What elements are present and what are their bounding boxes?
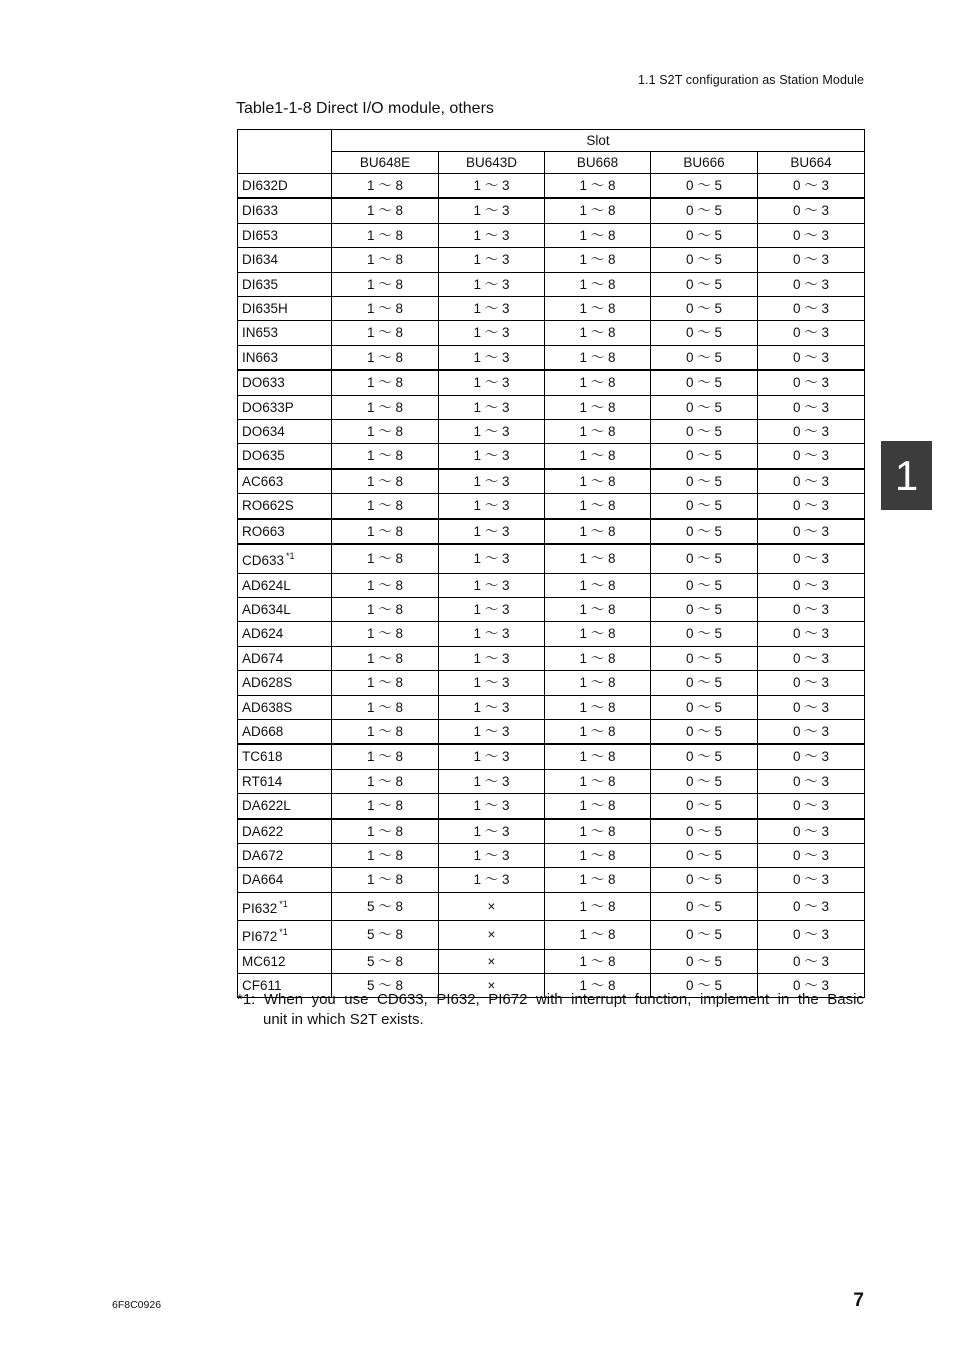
slot-range-cell: 0 ～ 3 [758, 597, 865, 621]
slot-range-cell: 1 ～ 3 [439, 345, 545, 370]
table-row [238, 469, 865, 494]
slot-range-cell: 0 ～ 5 [651, 469, 758, 494]
module-name-cell [238, 597, 332, 621]
footnote-word: you [311, 991, 336, 1008]
slot-range-cell: 0 ～ 5 [651, 370, 758, 395]
module-name: IN653 [242, 325, 279, 341]
slot-range-cell: 1 ～ 8 [545, 519, 651, 544]
slot-range-cell: 0 ～ 5 [651, 597, 758, 621]
table-row [238, 671, 865, 695]
slot-range-cell: 1 ～ 8 [332, 345, 439, 370]
slot-range-cell: 1 ～ 3 [439, 321, 545, 345]
slot-range-cell: 1 ～ 8 [545, 494, 651, 519]
slot-range-cell: 1 ～ 8 [332, 544, 439, 573]
slot-range-cell: 0 ～ 3 [758, 974, 865, 998]
slot-range-cell: 1 ～ 3 [439, 248, 545, 272]
slot-range-cell: 0 ～ 5 [651, 198, 758, 223]
table-row [238, 719, 865, 744]
slot-range-cell: 0 ～ 5 [651, 695, 758, 719]
slot-range-cell: 1 ～ 3 [439, 494, 545, 519]
table-row [238, 420, 865, 444]
table-row [238, 297, 865, 321]
slot-range-cell: 1 ～ 8 [332, 444, 439, 469]
slot-range-cell: 0 ～ 3 [758, 272, 865, 296]
table-row [238, 345, 865, 370]
module-name: DI634 [242, 252, 279, 268]
slot-range-cell: 1 ～ 3 [439, 744, 545, 769]
footnote-word: the [797, 991, 819, 1008]
slot-range-cell: 1 ～ 8 [332, 843, 439, 867]
module-name: DI632D [242, 178, 288, 193]
slot-range-cell: 1 ～ 8 [332, 198, 439, 223]
slot-range-cell: 1 ～ 8 [545, 769, 651, 793]
module-name: CD633 [242, 553, 285, 569]
slot-range-cell: 0 ～ 3 [758, 671, 865, 695]
slot-range-cell: 5 ～ 8 [332, 892, 439, 920]
slot-range-cell: 0 ～ 5 [651, 395, 758, 419]
slot-range-cell: 1 ～ 3 [439, 671, 545, 695]
slot-range-cell: 1 ～ 8 [545, 321, 651, 345]
slot-range-cell: 1 ～ 8 [332, 769, 439, 793]
slot-range-cell: 0 ～ 5 [651, 223, 758, 247]
slot-range-cell: 0 ～ 5 [651, 794, 758, 819]
slot-range-cell: 0 ～ 5 [651, 744, 758, 769]
slot-range-cell: 1 ～ 8 [332, 272, 439, 296]
slot-range-cell: 1 ～ 8 [332, 671, 439, 695]
slot-range-cell: 1 ～ 8 [332, 695, 439, 719]
module-name: DO633P [242, 399, 294, 415]
module-name: MC612 [242, 953, 286, 969]
table-row [238, 868, 865, 892]
slot-range-cell: 0 ～ 3 [758, 223, 865, 247]
slot-range-cell: 1 ～ 8 [332, 174, 439, 199]
slot-range-cell: 0 ～ 3 [758, 769, 865, 793]
slot-range-cell: 1 ～ 8 [545, 248, 651, 272]
page-number: 7 [853, 1290, 864, 1311]
table-row [238, 395, 865, 419]
slot-range-cell: 1 ～ 8 [332, 223, 439, 247]
slot-range-cell: 1 ～ 3 [439, 444, 545, 469]
slot-range-cell: 1 ～ 3 [439, 622, 545, 646]
module-name-cell [238, 519, 332, 544]
slot-range-cell: 1 ～ 8 [332, 646, 439, 670]
slot-range-cell: 1 ～ 8 [332, 819, 439, 844]
table-row [238, 892, 865, 920]
slot-range-cell: 0 ～ 3 [758, 892, 865, 920]
module-name-cell [238, 297, 332, 321]
table-row [238, 949, 865, 973]
slot-range-cell: 0 ～ 5 [651, 671, 758, 695]
module-name-cell [238, 646, 332, 670]
footnote-word: with [535, 991, 563, 1008]
slot-range-cell: 1 ～ 8 [545, 444, 651, 469]
module-name-cell [238, 248, 332, 272]
slot-range-cell: 1 ～ 3 [439, 174, 545, 199]
slot-range-cell: 0 ～ 3 [758, 420, 865, 444]
slot-range-cell: 0 ～ 3 [758, 695, 865, 719]
slot-range-cell: 1 ～ 8 [332, 297, 439, 321]
module-name: PI632 [242, 900, 278, 916]
slot-range-cell: 1 ～ 8 [332, 868, 439, 892]
table-row [238, 370, 865, 395]
table-title: Table1-1-8 Direct I/O module, others [236, 100, 494, 117]
slot-range-cell: 0 ～ 5 [651, 769, 758, 793]
column-header: BU668 [545, 152, 651, 174]
module-name-cell [238, 868, 332, 892]
slot-range-cell: 1 ～ 8 [545, 719, 651, 744]
slot-range-cell: 1 ～ 3 [439, 819, 545, 844]
slot-range-cell: 1 ～ 8 [545, 843, 651, 867]
table-row [238, 646, 865, 670]
module-name: DI635 [242, 276, 279, 292]
slot-range-cell: 0 ～ 3 [758, 345, 865, 370]
table-row [238, 819, 865, 844]
slot-range-cell: 1 ～ 8 [332, 597, 439, 621]
slot-range-cell: 1 ～ 8 [332, 494, 439, 519]
slot-range-cell: 1 ～ 8 [332, 321, 439, 345]
slot-range-cell: 1 ～ 8 [545, 345, 651, 370]
column-header: BU643D [439, 152, 545, 174]
module-name-cell [238, 198, 332, 223]
table-row [238, 272, 865, 296]
footnote-word: PI632, [436, 991, 480, 1008]
table-row [238, 321, 865, 345]
module-name-cell [238, 892, 332, 920]
slot-range-cell: 1 ～ 3 [439, 469, 545, 494]
slot-range-cell: 1 ～ 3 [439, 868, 545, 892]
slot-range-cell: 0 ～ 5 [651, 974, 758, 998]
slot-range-cell: 0 ～ 3 [758, 174, 865, 199]
table-row [238, 794, 865, 819]
slot-range-cell: 0 ～ 5 [651, 544, 758, 573]
slot-range-cell: 1 ～ 8 [332, 794, 439, 819]
module-name-cell [238, 321, 332, 345]
slot-range-cell: 1 ～ 3 [439, 223, 545, 247]
slot-range-cell: 1 ～ 8 [332, 370, 439, 395]
slot-range-cell: 0 ～ 5 [651, 321, 758, 345]
slot-range-cell: 1 ～ 3 [439, 719, 545, 744]
module-name-cell [238, 769, 332, 793]
slot-range-cell: 0 ～ 3 [758, 843, 865, 867]
footnote-word: PI672 [488, 991, 528, 1008]
slot-range-cell: 1 ～ 8 [545, 174, 651, 199]
module-header-cell [238, 130, 332, 174]
table-group-header-row [238, 130, 865, 152]
slot-range-cell: 0 ～ 5 [651, 949, 758, 973]
slot-range-cell: 1 ～ 3 [439, 544, 545, 573]
footnote-line-1 [237, 990, 864, 1010]
slot-range-cell: 1 ～ 8 [332, 573, 439, 597]
slot-range-cell: 1 ～ 8 [545, 297, 651, 321]
slot-range-cell: 5 ～ 8 [332, 974, 439, 998]
module-name: AC663 [242, 473, 284, 489]
module-name: DO634 [242, 424, 285, 440]
slot-range-cell: 0 ～ 5 [651, 892, 758, 920]
slot-range-cell: 1 ～ 3 [439, 843, 545, 867]
module-name: AD638S [242, 699, 293, 715]
table-row [238, 622, 865, 646]
slot-range-cell: 0 ～ 5 [651, 573, 758, 597]
slot-range-cell: 1 ～ 8 [332, 719, 439, 744]
module-name-cell [238, 671, 332, 695]
slot-range-cell: 0 ～ 3 [758, 544, 865, 573]
table-row [238, 769, 865, 793]
table-row [238, 597, 865, 621]
slot-range-cell: 1 ～ 8 [545, 974, 651, 998]
slot-range-cell: 1 ～ 8 [545, 744, 651, 769]
module-name-cell [238, 370, 332, 395]
module-name: RT614 [242, 773, 283, 789]
slot-range-cell: 0 ～ 5 [651, 345, 758, 370]
module-name-cell [238, 695, 332, 719]
slot-range-cell: 1 ～ 8 [545, 573, 651, 597]
module-name: DO635 [242, 448, 285, 464]
slot-range-cell: 0 ～ 3 [758, 868, 865, 892]
footnote [237, 990, 864, 1030]
slot-range-cell: 1 ～ 8 [545, 370, 651, 395]
table-row [238, 198, 865, 223]
slot-range-cell: 1 ～ 8 [545, 868, 651, 892]
slot-range-cell: 1 ～ 8 [545, 646, 651, 670]
module-name: DA672 [242, 847, 284, 863]
slot-range-cell: 1 ～ 8 [545, 198, 651, 223]
footnote-marker: *1 [279, 898, 288, 909]
slot-range-cell: 1 ～ 8 [545, 695, 651, 719]
table-row [238, 843, 865, 867]
slot-range-cell: 1 ～ 8 [545, 949, 651, 973]
slot-range-cell: 1 ～ 8 [332, 469, 439, 494]
module-name: DA622L [242, 798, 291, 814]
module-name-cell [238, 469, 332, 494]
module-name: AD634L [242, 601, 291, 617]
slot-range-cell: 0 ～ 5 [651, 868, 758, 892]
slot-range-cell: 1 ～ 8 [332, 248, 439, 272]
slot-range-cell: 1 ～ 8 [545, 395, 651, 419]
slot-range-cell: 0 ～ 3 [758, 646, 865, 670]
module-name-cell [238, 272, 332, 296]
slot-range-cell: 1 ～ 8 [332, 519, 439, 544]
module-name-cell [238, 223, 332, 247]
slot-range-cell: 1 ～ 8 [545, 671, 651, 695]
table-row [238, 544, 865, 573]
slot-range-cell: 0 ～ 3 [758, 622, 865, 646]
column-header: BU666 [651, 152, 758, 174]
module-name: PI672 [242, 929, 278, 945]
slot-range-cell: 0 ～ 5 [651, 248, 758, 272]
footnote-line-2: unit in which S2T exists. [263, 1011, 424, 1028]
table-row [238, 444, 865, 469]
slot-range-cell: 0 ～ 3 [758, 819, 865, 844]
module-name: RO662S [242, 498, 294, 514]
slot-range-cell: 1 ～ 3 [439, 573, 545, 597]
slot-range-cell: 1 ～ 8 [332, 622, 439, 646]
slot-range-cell: 0 ～ 3 [758, 573, 865, 597]
slot-range-cell: 1 ～ 3 [439, 297, 545, 321]
module-name: DI635H [242, 301, 288, 317]
module-name-cell [238, 174, 332, 199]
slot-range-cell: 1 ～ 3 [439, 370, 545, 395]
slot-range-cell: 0 ～ 3 [758, 921, 865, 949]
slot-range-cell: 0 ～ 5 [651, 843, 758, 867]
module-name: AD628S [242, 675, 293, 691]
slot-range-cell: 5 ～ 8 [332, 921, 439, 949]
slot-range-cell: × [439, 921, 545, 949]
slot-range-cell: 1 ～ 8 [545, 469, 651, 494]
slot-range-cell: 0 ～ 3 [758, 519, 865, 544]
table-row [238, 519, 865, 544]
module-name-cell [238, 719, 332, 744]
module-name-cell [238, 395, 332, 419]
column-header-row [238, 152, 865, 174]
slot-range-cell: 1 ～ 3 [439, 198, 545, 223]
module-name: AD674 [242, 650, 284, 666]
module-name: AD624L [242, 577, 291, 593]
table-row [238, 223, 865, 247]
footnote-marker: *1 [286, 551, 295, 562]
slot-range-cell: 1 ～ 3 [439, 272, 545, 296]
footnote-word: use [344, 991, 369, 1008]
slot-range-cell: 1 ～ 8 [545, 272, 651, 296]
footnote-word: Basic [827, 991, 864, 1008]
module-name: TC618 [242, 749, 283, 765]
chapter-tab: 1 [881, 441, 932, 510]
slot-range-cell: 1 ～ 3 [439, 695, 545, 719]
module-name: CF611 [242, 978, 282, 993]
slot-range-cell: 0 ～ 3 [758, 949, 865, 973]
table-row [238, 494, 865, 519]
table-row [238, 744, 865, 769]
module-name: AD624 [242, 626, 284, 642]
column-header: BU648E [332, 152, 439, 174]
table-row [238, 248, 865, 272]
slot-header: Slot [332, 130, 865, 152]
slot-range-cell: 0 ～ 3 [758, 248, 865, 272]
module-name-cell [238, 744, 332, 769]
module-name: IN663 [242, 349, 279, 365]
slot-range-cell: 0 ～ 3 [758, 794, 865, 819]
slot-range-cell: × [439, 949, 545, 973]
footnote-word: *1: [237, 991, 256, 1008]
module-name: DO633 [242, 375, 285, 391]
module-name-cell [238, 794, 332, 819]
module-name: RO663 [242, 523, 285, 539]
module-name-cell [238, 444, 332, 469]
module-name: DI653 [242, 227, 279, 243]
slot-range-cell: 0 ～ 3 [758, 321, 865, 345]
slot-range-cell: 0 ～ 3 [758, 719, 865, 744]
slot-range-cell: 0 ～ 5 [651, 819, 758, 844]
slot-range-cell: × [439, 892, 545, 920]
slot-range-cell: 0 ～ 5 [651, 921, 758, 949]
footnote-word: function, [634, 991, 692, 1008]
footnote-word: interrupt [571, 991, 627, 1008]
slot-range-cell: 1 ～ 3 [439, 395, 545, 419]
slot-range-cell: 1 ～ 3 [439, 519, 545, 544]
module-name-cell [238, 345, 332, 370]
slot-range-cell: 0 ～ 5 [651, 272, 758, 296]
slot-range-cell: 0 ～ 5 [651, 646, 758, 670]
module-name: DI633 [242, 203, 279, 219]
slot-range-cell: 1 ～ 8 [332, 420, 439, 444]
slot-range-cell: 0 ～ 3 [758, 744, 865, 769]
slot-range-cell: 0 ～ 5 [651, 719, 758, 744]
footnote-word: When [263, 991, 304, 1008]
slot-range-cell: 1 ～ 8 [545, 544, 651, 573]
slot-range-cell: 1 ～ 8 [332, 744, 439, 769]
module-name-cell [238, 921, 332, 949]
slot-range-cell: 0 ～ 3 [758, 444, 865, 469]
slot-range-cell: 1 ～ 3 [439, 794, 545, 819]
module-name: DA622 [242, 823, 284, 839]
footnote-word: in [777, 991, 790, 1008]
module-name-cell [238, 544, 332, 573]
footnote-marker: *1 [279, 927, 288, 938]
table-row [238, 174, 865, 199]
slot-range-cell: 0 ～ 5 [651, 494, 758, 519]
module-name-cell [238, 949, 332, 973]
slot-range-cell: 0 ～ 3 [758, 494, 865, 519]
table-row [238, 695, 865, 719]
slot-range-cell: 1 ～ 8 [545, 622, 651, 646]
slot-range-cell: 0 ～ 5 [651, 444, 758, 469]
footnote-word: CD633, [376, 991, 428, 1008]
table-row [238, 921, 865, 949]
module-name-cell [238, 420, 332, 444]
slot-range-cell: 0 ～ 3 [758, 469, 865, 494]
slot-range-cell: 0 ～ 5 [651, 174, 758, 199]
module-name: DA664 [242, 872, 284, 888]
document-code: 6F8C0926 [112, 1299, 162, 1311]
footnote-word: implement [699, 991, 770, 1008]
direct-io-table [237, 129, 865, 998]
slot-range-cell: 0 ～ 3 [758, 370, 865, 395]
slot-range-cell: 1 ～ 8 [545, 597, 651, 621]
slot-range-cell: 0 ～ 5 [651, 297, 758, 321]
slot-range-cell: 1 ～ 8 [545, 794, 651, 819]
module-name-cell [238, 622, 332, 646]
module-name: AD668 [242, 723, 284, 739]
slot-range-cell: 0 ～ 3 [758, 198, 865, 223]
slot-range-cell: 1 ～ 3 [439, 597, 545, 621]
slot-range-cell: 0 ～ 5 [651, 519, 758, 544]
slot-range-cell: 1 ～ 8 [545, 819, 651, 844]
module-name-cell [238, 573, 332, 597]
module-name-cell [238, 819, 332, 844]
slot-range-cell: × [439, 974, 545, 998]
table-row [238, 573, 865, 597]
slot-range-cell: 1 ～ 3 [439, 646, 545, 670]
running-header: 1.1 S2T configuration as Station Module [637, 73, 864, 87]
slot-range-cell: 1 ～ 8 [545, 223, 651, 247]
slot-range-cell: 0 ～ 3 [758, 395, 865, 419]
slot-range-cell: 1 ～ 8 [332, 395, 439, 419]
slot-range-cell: 1 ～ 8 [545, 921, 651, 949]
slot-range-cell: 1 ～ 8 [545, 892, 651, 920]
slot-range-cell: 5 ～ 8 [332, 949, 439, 973]
module-name-cell [238, 843, 332, 867]
slot-range-cell: 1 ～ 8 [545, 420, 651, 444]
slot-range-cell: 1 ～ 3 [439, 420, 545, 444]
slot-range-cell: 0 ～ 3 [758, 297, 865, 321]
slot-range-cell: 0 ～ 5 [651, 420, 758, 444]
module-name-cell [238, 494, 332, 519]
slot-range-cell: 0 ～ 5 [651, 622, 758, 646]
column-header: BU664 [758, 152, 865, 174]
slot-range-cell: 1 ～ 3 [439, 769, 545, 793]
